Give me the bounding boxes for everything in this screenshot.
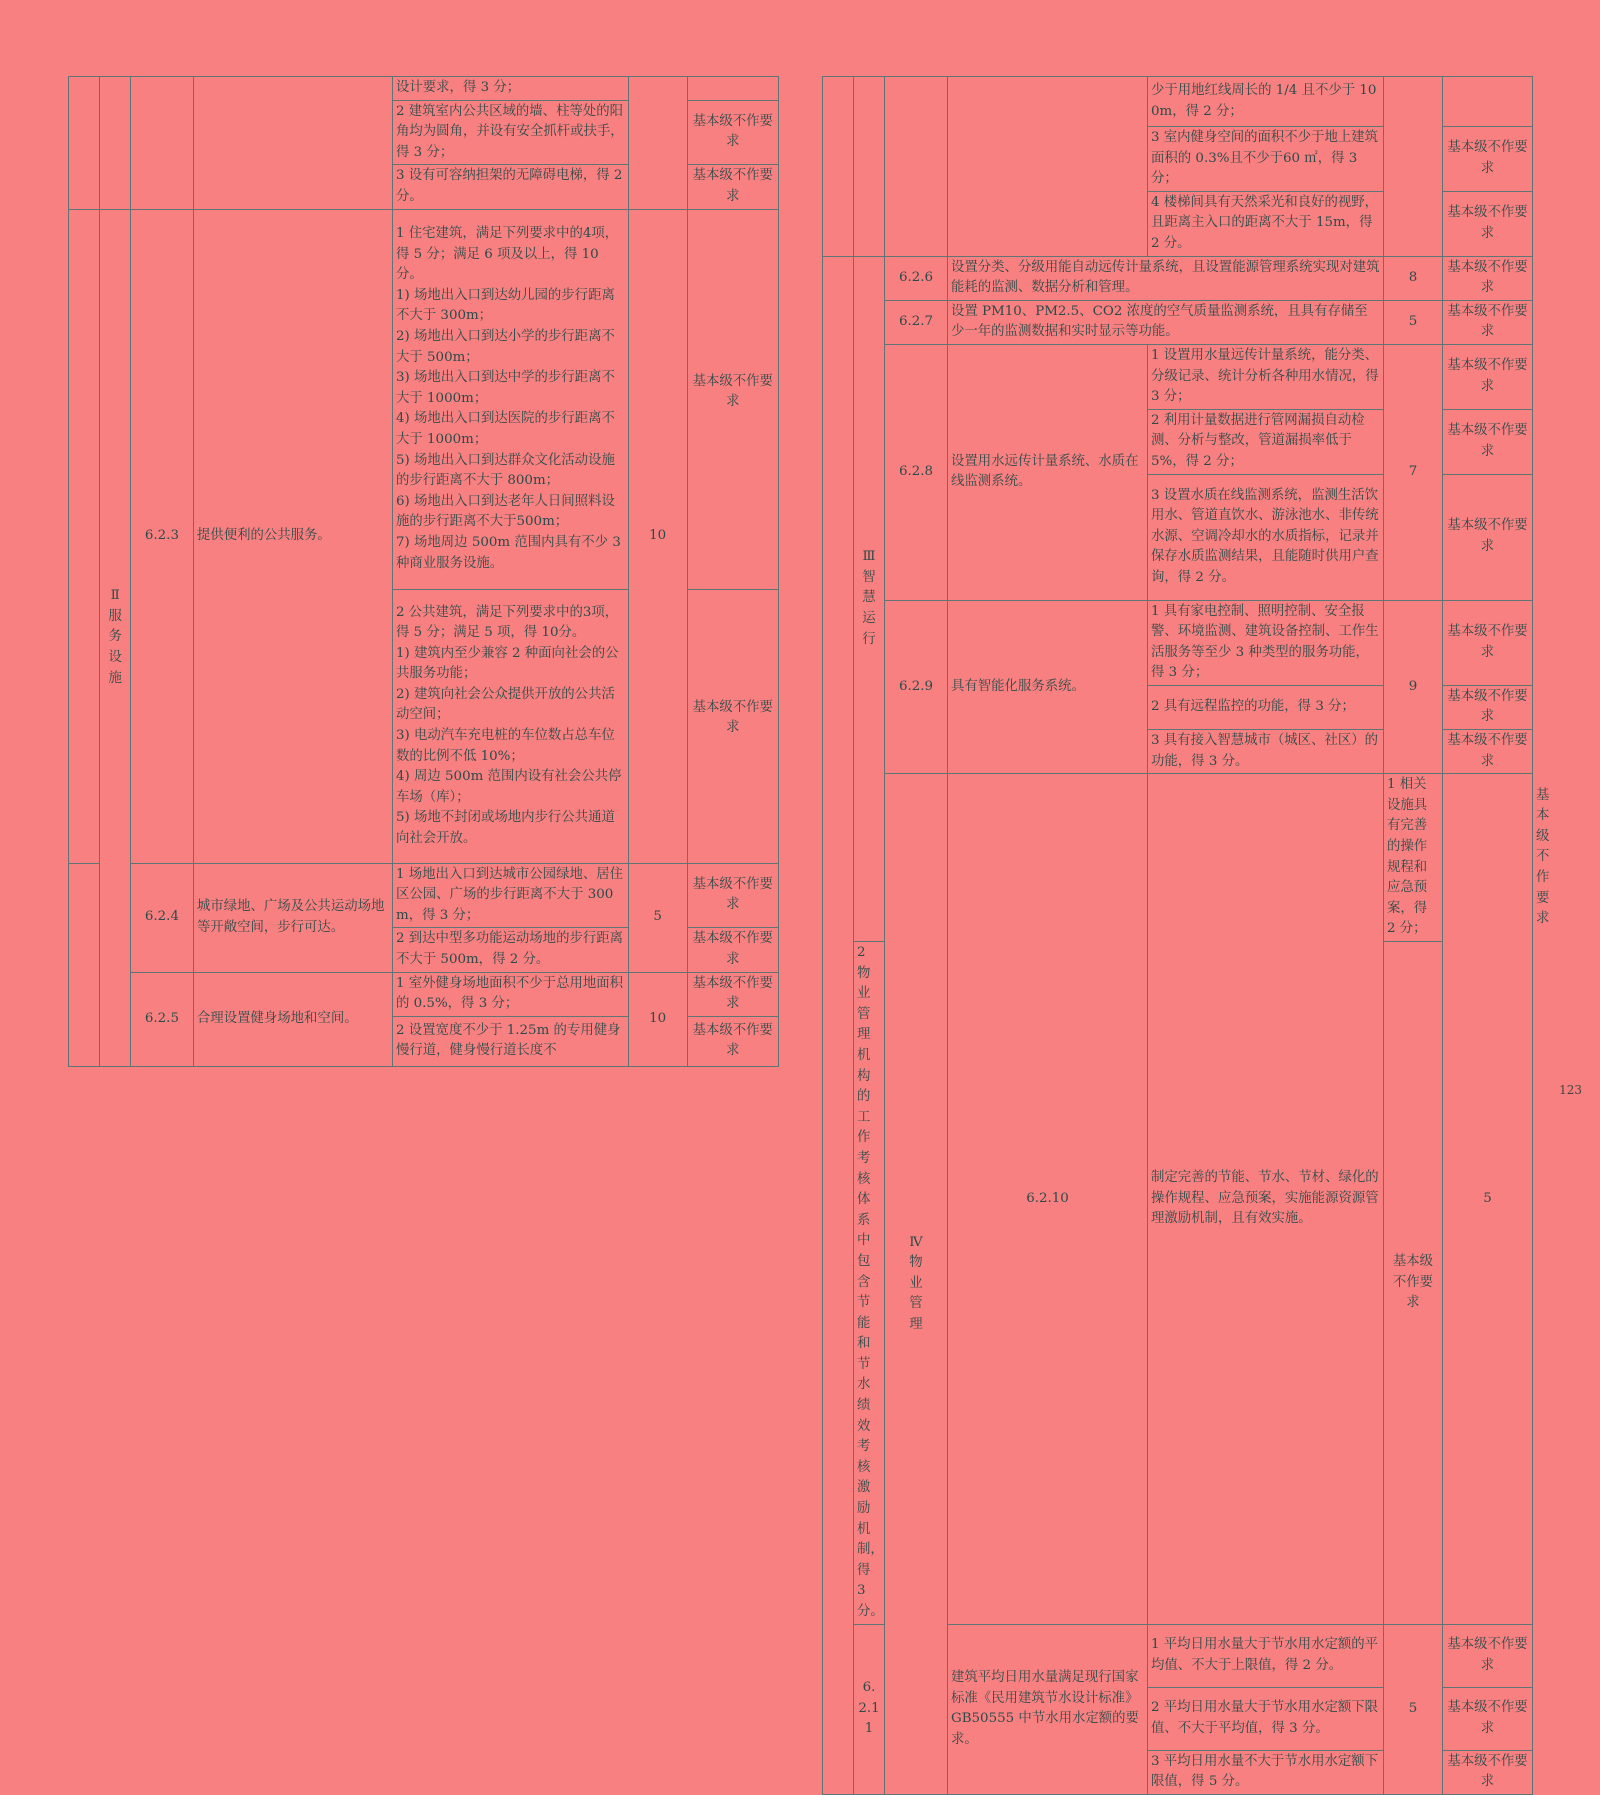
note-cell: 基本级不作要求 <box>687 972 778 1016</box>
note-cell: 基本级不作要求 <box>1443 685 1533 729</box>
category-service-facilities: Ⅱ服务设施 <box>100 209 130 1066</box>
criterion-text: 1 设置用水量远传计量系统，能分类、分级记录、统计分析各种用水情况，得 3 分； <box>1148 344 1384 409</box>
note-cell: 基本级不作要求 <box>1443 1750 1533 1794</box>
note-cell: 基本级不作要求 <box>1443 256 1533 300</box>
note-cell: 基本级不作要求 <box>687 589 778 863</box>
note-cell: 基本级不作要求 <box>1443 127 1533 192</box>
criterion-line: 4) 周边 500m 范围内设有社会公共停车场（库）； <box>396 769 622 805</box>
item-title: 建筑平均日用水量满足现行国家标准《民用建筑节水设计标准》GB50555 中节水用水定额的要求。 <box>948 1624 1148 1794</box>
item-number: 6.2.9 <box>885 600 948 774</box>
right-score-table: 少于用地红线周长的 1/4 且不少于 100m，得 2 分； 3 室内健身空间的面积不少于地上建筑面积的 0.3%且不少于60 ㎡，得 3 分； 基本级不作要求 4 楼梯间具有天然采光和良好的视野，且距离主入口的距离不大于 15m，得 2 分。 基本级不作要求 Ⅲ智慧运行 6.2.6 设置分类、分级用能自动远传计量系统，且设置能源管理系统实现对建筑能耗的监测、数据分析和管理。 8 基本级不作要求 6.2.7 设置 PM10、PM2.5、CO2 浓度的空气质量监测系统，且具有存储至少一年的监测数据和实时显示等功能。 5 基本级不作要求 6.2.8 设置用水远传计量系统、水质在线监测系统。 1 设置用水量远传计量系统，能分类、分级记录、统计分析各种用水情况，得 3 分； 7 基本级不作要求 2 利用计量数据进行管网漏损自动检测、分析与整改，管道漏损率低于 5%，得 2 分； 基本级不作要求 3 设置水质在线监测系统，监测生活饮用水、管道直饮水、游泳池水、非传统水源、空调冷却水的水质指标，记录并保存水质监测结果，且能随时供用户查询，得 2 分。 基本级不作要求 6.2.9 具有智能化服务系统。 1 具有家电控制、照明控制、安全报警、环境监测、建筑设备控制、工作生活服务等至少 3 种类型的服务功能，得 3 分； 9 基本级不作要求 2 具有远程监控的功能，得 3 分； 基本级不作要求 3 具有接入智慧城市（城区、社区）的功能，得 3 分。 基本级不作要求 Ⅳ物业管理 6.2.10 制定完善的节能、节水、节材、绿化的操作规程、应急预案，实施能源资源管理激励机制，且有效实施。 1 相关设施具有完善的操作规程和应急预案，得 2 分； 5 基本级不作要求 2 物业管理机构的工作考核体系中包含节能和节水绩效考核激励机制，得 3 分。 基本级不作要求 6.2.11 建筑平均日用水量满足现行国家标准《民用建筑节水设计标准》GB50555 中节水用水定额的要求。 1 平均日用水量大于节水用水定额的平均值、不大于上限值，得 2 分。 5 基本级不作要求 2 平均日用水量大于节水用水定额下限值、不大于平均值，得 3 分。 基本级不作要求 3 平均日用水量不大于节水用水定额下限值，得 5 分。 基本级不作要求 <box>822 76 1533 1795</box>
item-title: 设置用水远传计量系统、水质在线监测系统。 <box>948 344 1148 600</box>
continued-score-cell <box>628 77 687 210</box>
item-score: 5 <box>1384 300 1443 344</box>
criterion-line: 3) 电动汽车充电桩的车位数占总车位数的比例不低 10%； <box>396 728 615 764</box>
criterion-text: 1 具有家电控制、照明控制、安全报警、环境监测、建筑设备控制、工作生活服务等至少 3 种类型的服务功能，得 3 分； <box>1148 600 1384 685</box>
criterion-text: 2 具有远程监控的功能，得 3 分； <box>1148 685 1384 729</box>
note-cell: 基本级不作要求 <box>1443 730 1533 774</box>
note-cell: 基本级不作要求 <box>1443 409 1533 474</box>
note-cell: 基本级不作要求 <box>1443 600 1533 685</box>
item-title: 具有智能化服务系统。 <box>948 600 1148 774</box>
criterion-line: 1 住宅建筑，满足下列要求中的4项，得 5 分；满足 6 项及以上，得 10 分。 <box>396 226 619 283</box>
item-score: 5 <box>1443 774 1533 1624</box>
item-score: 10 <box>628 209 687 863</box>
criterion-text: 2 建筑室内公共区域的墙、柱等处的阳角均为圆角，并设有安全抓杆或扶手，得 3 分； <box>393 100 629 165</box>
item-score: 5 <box>1384 1624 1443 1794</box>
item-score: 10 <box>628 972 687 1066</box>
criterion-line: 1) 建筑内至少兼容 2 种面向社会的公共服务功能； <box>396 645 619 682</box>
note-cell: 基本级不作要求 <box>1443 344 1533 409</box>
category-property-management: Ⅳ物业管理 <box>885 774 948 1795</box>
item-title: 设置分类、分级用能自动远传计量系统，且设置能源管理系统实现对建筑能耗的监测、数据分析和管理。 <box>948 256 1384 300</box>
note-cell: 基本级不作要求 <box>1443 474 1533 600</box>
continued-category-cell <box>69 77 100 210</box>
note-cell: 基本级不作要求 <box>1443 1624 1533 1687</box>
page-number: 123 <box>1559 1083 1582 1097</box>
note-cell: 基本级不作要求 <box>687 1016 778 1066</box>
note-cell: 基本级不作要求 <box>1443 300 1533 344</box>
item-score: 8 <box>1384 256 1443 300</box>
criterion-text: 1 室外健身场地面积不少于总用地面积的 0.5%，得 3 分； <box>393 972 629 1016</box>
criterion-text: 1 相关设施具有完善的操作规程和应急预案，得 2 分； <box>1384 774 1443 942</box>
note-cell: 基本级不作要求 <box>1443 1687 1533 1750</box>
criterion-line: 4) 场地出入口到达医院的步行距离不大于 1000m； <box>396 411 615 447</box>
item-number: 6.2.7 <box>885 300 948 344</box>
item-number: 6.2.3 <box>130 209 193 863</box>
item-title: 制定完善的节能、节水、节材、绿化的操作规程、应急预案，实施能源资源管理激励机制，且有效实施。 <box>1148 774 1384 1624</box>
item-number: 6.2.8 <box>885 344 948 600</box>
note-cell: 基本级不作要求 <box>687 863 778 928</box>
continued-category-cell <box>823 77 854 257</box>
criterion-text: 3 室内健身空间的面积不少于地上建筑面积的 0.3%且不少于60 ㎡，得 3 分； <box>1148 127 1384 192</box>
note-cell: 基本级不作要求 <box>1443 191 1533 256</box>
category-cell-blank <box>69 863 100 1066</box>
note-cell <box>687 77 778 101</box>
left-score-table <box>68 76 779 1067</box>
criterion-text: 2 到达中型多功能运动场地的步行距离不大于 500m，得 2 分。 <box>393 928 629 972</box>
note-cell: 基本级不作要求 <box>687 165 778 209</box>
category-smart-operation: Ⅲ智慧运行 <box>854 256 885 941</box>
item-score: 5 <box>628 863 687 972</box>
criterion-line: 6) 场地出入口到达老年人日间照料设施的步行距离不大于500m； <box>396 493 615 530</box>
criterion-text: 3 设有可容纳担架的无障碍电梯，得 2 分。 <box>393 165 629 209</box>
item-number: 6.2.6 <box>885 256 948 300</box>
criterion-text <box>393 209 629 589</box>
continued-title-cell <box>193 77 392 210</box>
item-title: 城市绿地、广场及公共运动场地等开敞空间，步行可达。 <box>193 863 392 972</box>
category-cell-blank <box>823 256 854 1794</box>
note-cell: 基本级不作要求 <box>687 100 778 165</box>
category-cell-blank <box>69 209 100 863</box>
note-cell: 基本级不作要求 <box>687 209 778 589</box>
criterion-text <box>393 589 629 863</box>
criterion-line: 5) 场地出入口到达群众文化活动设施的步行距离不大于 800m； <box>396 452 615 489</box>
note-cell: 基本级不作要求 <box>687 928 778 972</box>
note-cell: 基本级不作要求 <box>1384 942 1443 1625</box>
criterion-line: 2) 场地出入口到达小学的步行距离不大于 500m； <box>396 328 615 365</box>
criterion-text: 2 利用计量数据进行管网漏损自动检测、分析与整改，管道漏损率低于 5%，得 2 分； <box>1148 409 1384 474</box>
item-number: 6.2.4 <box>130 863 193 972</box>
continued-item-no-cell <box>130 77 193 210</box>
criterion-line: 1) 场地出入口到达幼儿园的步行距离不大于 300m； <box>396 287 615 324</box>
criterion-text: 设计要求，得 3 分； <box>393 77 629 101</box>
criterion-line: 2) 建筑向社会公众提供开放的公共活动空间； <box>396 686 615 723</box>
item-title: 设置 PM10、PM2.5、CO2 浓度的空气质量监测系统，且具有存储至少一年的监测数据和实时显示等功能。 <box>948 300 1384 344</box>
item-number: 6.2.11 <box>854 1624 885 1794</box>
criterion-line: 2 公共建筑，满足下列要求中的3项，得 5 分；满足 5 项，得 10分。 <box>396 604 619 641</box>
item-score: 9 <box>1384 600 1443 774</box>
criterion-text: 3 设置水质在线监测系统，监测生活饮用水、管道直饮水、游泳池水、非传统水源、空调冷却水的水质指标，记录并保存水质监测结果，且能随时供用户查询，得 2 分。 <box>1148 474 1384 600</box>
criterion-text: 3 平均日用水量不大于节水用水定额下限值，得 5 分。 <box>1148 1750 1384 1794</box>
item-number: 6.2.10 <box>948 774 1148 1624</box>
continued-title-cell <box>948 77 1148 257</box>
criterion-line: 5) 场地不封闭或场地内步行公共通道向社会开放。 <box>396 810 615 847</box>
criterion-text: 2 物业管理机构的工作考核体系中包含节能和节水绩效考核激励机制，得 3 分。 <box>854 942 885 1625</box>
criterion-text: 2 设置宽度不少于 1.25m 的专用健身慢行道，健身慢行道长度不 <box>393 1016 629 1066</box>
criterion-line: 3) 场地出入口到达中学的步行距离不大于 1000m； <box>396 370 615 406</box>
criterion-line: 7) 场地周边 500m 范围内具有不少 3 种商业服务设施。 <box>396 534 621 571</box>
continued-score-cell <box>1384 77 1443 257</box>
criterion-text: 4 楼梯间具有天然采光和良好的视野，且距离主入口的距离不大于 15m，得 2 分。 <box>1148 191 1384 256</box>
item-title: 提供便利的公共服务。 <box>193 209 392 863</box>
criterion-text: 1 场地出入口到达城市公园绿地、居住区公园、广场的步行距离不大于 300m，得 3 分； <box>393 863 629 928</box>
continued-subcategory-cell <box>100 77 130 210</box>
item-score: 7 <box>1384 344 1443 600</box>
criterion-text: 少于用地红线周长的 1/4 且不少于 100m，得 2 分； <box>1148 77 1384 127</box>
item-number: 6.2.5 <box>130 972 193 1066</box>
criterion-text: 3 具有接入智慧城市（城区、社区）的功能，得 3 分。 <box>1148 730 1384 774</box>
criterion-text: 2 平均日用水量大于节水用水定额下限值、不大于平均值，得 3 分。 <box>1148 1687 1384 1750</box>
note-cell <box>1443 77 1533 127</box>
criterion-text: 1 平均日用水量大于节水用水定额的平均值、不大于上限值，得 2 分。 <box>1148 1624 1384 1687</box>
continued-item-no-cell <box>885 77 948 257</box>
item-title: 合理设置健身场地和空间。 <box>193 972 392 1066</box>
continued-subcategory-cell <box>854 77 885 257</box>
